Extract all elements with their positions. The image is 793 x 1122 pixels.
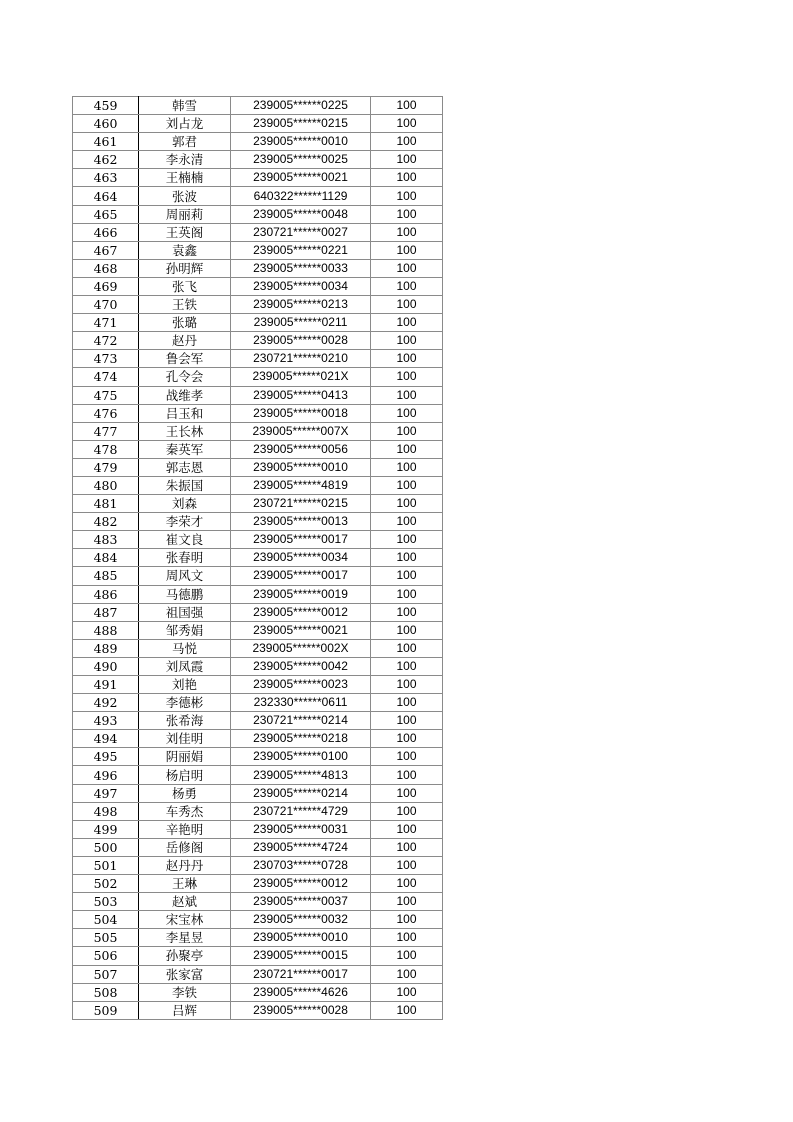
score-cell: 100 — [371, 151, 443, 169]
score-cell: 100 — [371, 440, 443, 458]
table-row — [73, 259, 443, 277]
person-name-cell: 王琳 — [139, 875, 231, 893]
row-number-cell: 474 — [73, 368, 139, 386]
row-number-cell: 466 — [73, 223, 139, 241]
table-row — [73, 603, 443, 621]
row-number-cell: 506 — [73, 947, 139, 965]
table-row — [73, 875, 443, 893]
table-row — [73, 296, 443, 314]
row-number-cell: 488 — [73, 621, 139, 639]
score-cell: 100 — [371, 676, 443, 694]
row-number-cell: 485 — [73, 567, 139, 585]
score-cell: 100 — [371, 1001, 443, 1019]
score-cell: 100 — [371, 332, 443, 350]
table-row — [73, 332, 443, 350]
id-number-cell: 239005******0028 — [231, 1001, 371, 1019]
person-name-cell: 王长林 — [139, 422, 231, 440]
table-row — [73, 97, 443, 115]
table-row — [73, 151, 443, 169]
id-number-cell: 239005******0042 — [231, 657, 371, 675]
id-number-cell: 239005******0028 — [231, 332, 371, 350]
id-number-cell: 239005******0023 — [231, 676, 371, 694]
table-row — [73, 476, 443, 494]
person-name-cell: 张璐 — [139, 314, 231, 332]
person-name-cell: 张波 — [139, 187, 231, 205]
table-row — [73, 350, 443, 368]
row-number-cell: 469 — [73, 277, 139, 295]
person-name-cell: 王英阁 — [139, 223, 231, 241]
table-row — [73, 766, 443, 784]
id-number-cell: 239005******0019 — [231, 585, 371, 603]
table-row — [73, 169, 443, 187]
id-number-cell: 239005******0211 — [231, 314, 371, 332]
id-number-cell: 230721******0214 — [231, 712, 371, 730]
score-cell: 100 — [371, 856, 443, 874]
roster-table — [72, 96, 443, 1020]
row-number-cell: 508 — [73, 983, 139, 1001]
id-number-cell: 239005******0034 — [231, 549, 371, 567]
table-row — [73, 820, 443, 838]
id-number-cell: 230721******0017 — [231, 965, 371, 983]
row-number-cell: 461 — [73, 133, 139, 151]
person-name-cell: 赵斌 — [139, 893, 231, 911]
score-cell: 100 — [371, 314, 443, 332]
id-number-cell: 239005******0010 — [231, 929, 371, 947]
row-number-cell: 489 — [73, 639, 139, 657]
id-number-cell: 239005******0015 — [231, 947, 371, 965]
person-name-cell: 李铁 — [139, 983, 231, 1001]
score-cell: 100 — [371, 983, 443, 1001]
id-number-cell: 239005******0010 — [231, 458, 371, 476]
person-name-cell: 郭君 — [139, 133, 231, 151]
id-number-cell: 640322******1129 — [231, 187, 371, 205]
table-row — [73, 115, 443, 133]
row-number-cell: 492 — [73, 694, 139, 712]
person-name-cell: 马德鹏 — [139, 585, 231, 603]
score-cell: 100 — [371, 911, 443, 929]
row-number-cell: 484 — [73, 549, 139, 567]
table-row — [73, 947, 443, 965]
score-cell: 100 — [371, 639, 443, 657]
row-number-cell: 476 — [73, 404, 139, 422]
row-number-cell: 464 — [73, 187, 139, 205]
person-name-cell: 吕辉 — [139, 1001, 231, 1019]
row-number-cell: 495 — [73, 748, 139, 766]
row-number-cell: 481 — [73, 495, 139, 513]
score-cell: 100 — [371, 296, 443, 314]
score-cell: 100 — [371, 802, 443, 820]
person-name-cell: 吕玉和 — [139, 404, 231, 422]
score-cell: 100 — [371, 223, 443, 241]
id-number-cell: 239005******0225 — [231, 97, 371, 115]
table-row — [73, 567, 443, 585]
score-cell: 100 — [371, 893, 443, 911]
table-row — [73, 1001, 443, 1019]
score-cell: 100 — [371, 603, 443, 621]
score-cell: 100 — [371, 205, 443, 223]
table-row — [73, 241, 443, 259]
person-name-cell: 邹秀娟 — [139, 621, 231, 639]
table-row — [73, 784, 443, 802]
table-row — [73, 856, 443, 874]
score-cell: 100 — [371, 169, 443, 187]
score-cell: 100 — [371, 784, 443, 802]
table-row — [73, 748, 443, 766]
score-cell: 100 — [371, 495, 443, 513]
person-name-cell: 王楠楠 — [139, 169, 231, 187]
table-row — [73, 639, 443, 657]
person-name-cell: 辛艳明 — [139, 820, 231, 838]
person-name-cell: 张家富 — [139, 965, 231, 983]
row-number-cell: 483 — [73, 531, 139, 549]
person-name-cell: 马悦 — [139, 639, 231, 657]
person-name-cell: 赵丹 — [139, 332, 231, 350]
score-cell: 100 — [371, 531, 443, 549]
id-number-cell: 239005******002X — [231, 639, 371, 657]
row-number-cell: 475 — [73, 386, 139, 404]
person-name-cell: 杨启明 — [139, 766, 231, 784]
id-number-cell: 239005******0018 — [231, 404, 371, 422]
table-row — [73, 187, 443, 205]
person-name-cell: 孙聚亭 — [139, 947, 231, 965]
row-number-cell: 480 — [73, 476, 139, 494]
row-number-cell: 478 — [73, 440, 139, 458]
score-cell: 100 — [371, 97, 443, 115]
score-cell: 100 — [371, 187, 443, 205]
row-number-cell: 482 — [73, 513, 139, 531]
score-cell: 100 — [371, 458, 443, 476]
table-row — [73, 549, 443, 567]
id-number-cell: 239005******0031 — [231, 820, 371, 838]
row-number-cell: 498 — [73, 802, 139, 820]
person-name-cell: 赵丹丹 — [139, 856, 231, 874]
table-row — [73, 585, 443, 603]
table-row — [73, 730, 443, 748]
row-number-cell: 486 — [73, 585, 139, 603]
person-name-cell: 朱振国 — [139, 476, 231, 494]
person-name-cell: 刘森 — [139, 495, 231, 513]
id-number-cell: 239005******0218 — [231, 730, 371, 748]
roster-body — [73, 97, 443, 1020]
id-number-cell: 230721******4729 — [231, 802, 371, 820]
score-cell: 100 — [371, 513, 443, 531]
id-number-cell: 239005******0221 — [231, 241, 371, 259]
score-cell: 100 — [371, 404, 443, 422]
id-number-cell: 239005******0100 — [231, 748, 371, 766]
id-number-cell: 239005******0010 — [231, 133, 371, 151]
person-name-cell: 韩雪 — [139, 97, 231, 115]
person-name-cell: 刘占龙 — [139, 115, 231, 133]
score-cell: 100 — [371, 422, 443, 440]
row-number-cell: 467 — [73, 241, 139, 259]
id-number-cell: 239005******0013 — [231, 513, 371, 531]
row-number-cell: 494 — [73, 730, 139, 748]
person-name-cell: 张飞 — [139, 277, 231, 295]
row-number-cell: 470 — [73, 296, 139, 314]
id-number-cell: 239005******0034 — [231, 277, 371, 295]
table-row — [73, 404, 443, 422]
id-number-cell: 232330******0611 — [231, 694, 371, 712]
person-name-cell: 刘凤霞 — [139, 657, 231, 675]
row-number-cell: 502 — [73, 875, 139, 893]
id-number-cell: 239005******0214 — [231, 784, 371, 802]
id-number-cell: 239005******4724 — [231, 838, 371, 856]
row-number-cell: 459 — [73, 97, 139, 115]
score-cell: 100 — [371, 838, 443, 856]
table-row — [73, 893, 443, 911]
table-row — [73, 458, 443, 476]
row-number-cell: 471 — [73, 314, 139, 332]
person-name-cell: 孔令会 — [139, 368, 231, 386]
table-row — [73, 694, 443, 712]
id-number-cell: 239005******0021 — [231, 169, 371, 187]
id-number-cell: 239005******007X — [231, 422, 371, 440]
person-name-cell: 车秀杰 — [139, 802, 231, 820]
id-number-cell: 239005******0215 — [231, 115, 371, 133]
id-number-cell: 239005******0017 — [231, 567, 371, 585]
person-name-cell: 王铁 — [139, 296, 231, 314]
person-name-cell: 崔文良 — [139, 531, 231, 549]
row-number-cell: 509 — [73, 1001, 139, 1019]
id-number-cell: 239005******0056 — [231, 440, 371, 458]
person-name-cell: 杨勇 — [139, 784, 231, 802]
row-number-cell: 473 — [73, 350, 139, 368]
row-number-cell: 503 — [73, 893, 139, 911]
id-number-cell: 239005******0033 — [231, 259, 371, 277]
score-cell: 100 — [371, 241, 443, 259]
row-number-cell: 468 — [73, 259, 139, 277]
score-cell: 100 — [371, 259, 443, 277]
table-row — [73, 422, 443, 440]
score-cell: 100 — [371, 929, 443, 947]
row-number-cell: 491 — [73, 676, 139, 694]
row-number-cell: 477 — [73, 422, 139, 440]
score-cell: 100 — [371, 965, 443, 983]
score-cell: 100 — [371, 133, 443, 151]
table-row — [73, 929, 443, 947]
row-number-cell: 472 — [73, 332, 139, 350]
person-name-cell: 秦英军 — [139, 440, 231, 458]
row-number-cell: 462 — [73, 151, 139, 169]
id-number-cell: 239005******4819 — [231, 476, 371, 494]
person-name-cell: 宋宝林 — [139, 911, 231, 929]
person-name-cell: 李德彬 — [139, 694, 231, 712]
score-cell: 100 — [371, 350, 443, 368]
person-name-cell: 战维孝 — [139, 386, 231, 404]
person-name-cell: 张希海 — [139, 712, 231, 730]
row-number-cell: 499 — [73, 820, 139, 838]
table-row — [73, 802, 443, 820]
row-number-cell: 490 — [73, 657, 139, 675]
table-row — [73, 838, 443, 856]
id-number-cell: 239005******4626 — [231, 983, 371, 1001]
person-name-cell: 李荣才 — [139, 513, 231, 531]
table-row — [73, 495, 443, 513]
table-row — [73, 911, 443, 929]
id-number-cell: 239005******0021 — [231, 621, 371, 639]
score-cell: 100 — [371, 115, 443, 133]
id-number-cell: 239005******0213 — [231, 296, 371, 314]
score-cell: 100 — [371, 386, 443, 404]
table-row — [73, 440, 443, 458]
id-number-cell: 239005******0037 — [231, 893, 371, 911]
person-name-cell: 孙明辉 — [139, 259, 231, 277]
id-number-cell: 239005******021X — [231, 368, 371, 386]
person-name-cell: 刘佳明 — [139, 730, 231, 748]
person-name-cell: 李星昱 — [139, 929, 231, 947]
id-number-cell: 239005******0048 — [231, 205, 371, 223]
table-row — [73, 386, 443, 404]
person-name-cell: 张春明 — [139, 549, 231, 567]
row-number-cell: 501 — [73, 856, 139, 874]
id-number-cell: 239005******0025 — [231, 151, 371, 169]
id-number-cell: 239005******0012 — [231, 875, 371, 893]
row-number-cell: 497 — [73, 784, 139, 802]
score-cell: 100 — [371, 748, 443, 766]
score-cell: 100 — [371, 585, 443, 603]
row-number-cell: 504 — [73, 911, 139, 929]
id-number-cell: 239005******4813 — [231, 766, 371, 784]
table-row — [73, 676, 443, 694]
row-number-cell: 496 — [73, 766, 139, 784]
score-cell: 100 — [371, 621, 443, 639]
row-number-cell: 507 — [73, 965, 139, 983]
score-cell: 100 — [371, 277, 443, 295]
score-cell: 100 — [371, 730, 443, 748]
score-cell: 100 — [371, 657, 443, 675]
row-number-cell: 465 — [73, 205, 139, 223]
score-cell: 100 — [371, 712, 443, 730]
table-row — [73, 314, 443, 332]
id-number-cell: 239005******0413 — [231, 386, 371, 404]
person-name-cell: 阴丽娟 — [139, 748, 231, 766]
score-cell: 100 — [371, 947, 443, 965]
table-row — [73, 712, 443, 730]
table-row — [73, 368, 443, 386]
id-number-cell: 230703******0728 — [231, 856, 371, 874]
person-name-cell: 郭志恩 — [139, 458, 231, 476]
table-row — [73, 965, 443, 983]
id-number-cell: 230721******0215 — [231, 495, 371, 513]
table-row — [73, 277, 443, 295]
row-number-cell: 493 — [73, 712, 139, 730]
row-number-cell: 487 — [73, 603, 139, 621]
table-row — [73, 657, 443, 675]
table-row — [73, 513, 443, 531]
score-cell: 100 — [371, 476, 443, 494]
id-number-cell: 230721******0027 — [231, 223, 371, 241]
score-cell: 100 — [371, 567, 443, 585]
row-number-cell: 460 — [73, 115, 139, 133]
table-row — [73, 223, 443, 241]
score-cell: 100 — [371, 875, 443, 893]
person-name-cell: 李永清 — [139, 151, 231, 169]
person-name-cell: 祖国强 — [139, 603, 231, 621]
table-row — [73, 205, 443, 223]
score-cell: 100 — [371, 820, 443, 838]
row-number-cell: 500 — [73, 838, 139, 856]
row-number-cell: 463 — [73, 169, 139, 187]
score-cell: 100 — [371, 549, 443, 567]
person-name-cell: 袁鑫 — [139, 241, 231, 259]
person-name-cell: 刘艳 — [139, 676, 231, 694]
id-number-cell: 239005******0032 — [231, 911, 371, 929]
person-name-cell: 周风文 — [139, 567, 231, 585]
row-number-cell: 479 — [73, 458, 139, 476]
row-number-cell: 505 — [73, 929, 139, 947]
id-number-cell: 230721******0210 — [231, 350, 371, 368]
person-name-cell: 鲁会军 — [139, 350, 231, 368]
id-number-cell: 239005******0012 — [231, 603, 371, 621]
table-row — [73, 531, 443, 549]
person-name-cell: 周丽莉 — [139, 205, 231, 223]
score-cell: 100 — [371, 694, 443, 712]
score-cell: 100 — [371, 368, 443, 386]
table-row — [73, 983, 443, 1001]
table-row — [73, 621, 443, 639]
person-name-cell: 岳修阁 — [139, 838, 231, 856]
id-number-cell: 239005******0017 — [231, 531, 371, 549]
score-cell: 100 — [371, 766, 443, 784]
table-row — [73, 133, 443, 151]
